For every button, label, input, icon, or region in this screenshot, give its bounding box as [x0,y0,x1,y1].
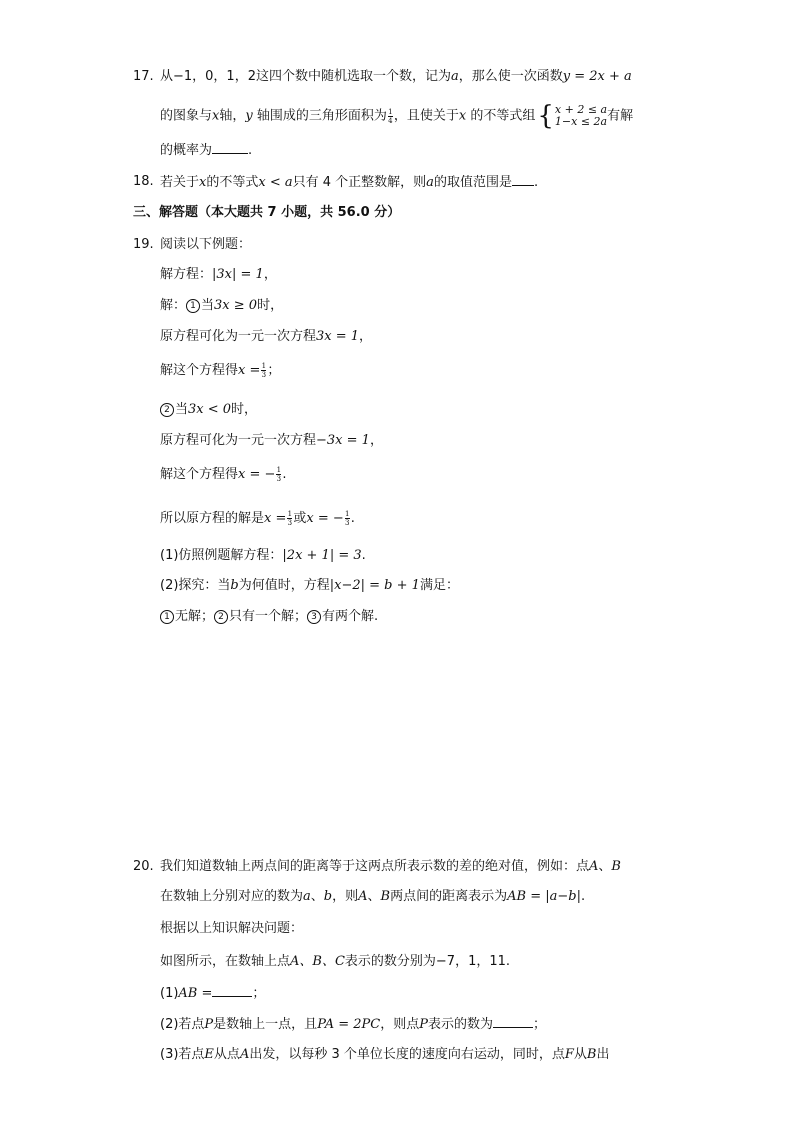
q17-line1 [160,68,632,86]
q17-text: ，那么使一次函数 [458,69,563,84]
q20-line2 [160,888,585,906]
q19-text: . [361,548,366,563]
var-x: x [458,108,467,124]
point-label: A [358,889,368,904]
q19-text: 满足： [419,578,459,593]
equation: x = − [306,511,344,526]
var-a: a [450,69,459,84]
q19-text: 解这个方程得 [160,363,239,378]
q20-text: (2)若点 [160,1017,205,1032]
q17-number: 17. [133,69,154,84]
q20-text: 两点间的距离表示为 [390,889,508,904]
q17-text: 有解 [607,108,634,124]
point-label: P [419,1017,429,1032]
q17-line2 [160,101,634,131]
q17-text: 的图象与 [160,108,213,124]
function-expression: y = 2x + a [562,69,632,84]
inequality-row-2: 1−x ≤ 2a [554,115,608,128]
equation: x = [264,511,287,526]
q20-text: 我们知道数轴上两点间的距离等于这两点所表示数的差的绝对值，例如：点 [160,859,590,874]
point-labels: A、B、C [290,954,345,969]
point-label: B [586,1047,597,1062]
q20-text: 、 [598,859,612,874]
q19-text: ， [263,267,277,282]
q19-text: 当 [201,298,215,313]
q20-line3: 根据以上知识解决问题： [160,921,304,936]
q20-text: (1) [160,986,179,1001]
q19-part1 [160,547,366,565]
point-label: E [204,1047,214,1062]
q18-line [160,173,538,192]
inequality: x < a [258,175,293,190]
q19-conclusion [160,510,355,528]
equation: −3x = 1 [316,433,370,448]
q17-text: ，且使关于 [393,108,459,124]
answer-blank [212,984,252,997]
q19-number: 19. [133,237,154,252]
q19-text: ， [369,433,383,448]
q20-text: ； [533,1017,547,1032]
fraction-numerator: 1 [261,362,267,370]
q20-text: ； [252,986,266,1001]
var-x: x [212,108,220,124]
var-a: a [426,175,434,190]
q20-text: (3)若点 [160,1047,205,1062]
q19-case1 [160,297,283,315]
circled-number: 2 [160,403,174,417]
point-label: A [239,1047,250,1062]
circled-number: 1 [160,610,174,624]
q19-intro: 阅读以下例题： [160,237,252,252]
q19-case2-convert [160,432,383,450]
equation: PA = 2PC [317,1017,381,1032]
q19-text: 所以原方程的解是 [160,511,265,526]
brace-glyph: { [537,101,554,131]
q19-option: 只有一个解； [229,609,308,624]
q17-text: 轴围成的三角形面积为 [252,108,387,124]
section-title: 三、解答题（本大题共 7 小题，共 56.0 分） [133,205,401,220]
circled-number: 1 [186,299,200,313]
q19-case2-solution [160,466,287,484]
q19-option: 无解； [175,609,215,624]
q19-case1-convert [160,328,372,346]
equation: x = − [238,467,276,482]
fraction-numerator: 1 [287,510,293,518]
q20-text: 从点 [213,1047,240,1062]
equation: 3x = 1 [316,329,360,344]
q19-text: 原方程可化为一元一次方程 [160,329,317,344]
q20-part2 [160,1015,546,1034]
point-label: F [564,1047,574,1062]
q19-text: ； [267,363,281,378]
fraction-one-third [345,510,350,527]
q20-text: 出发，以每秒 3 个单位长度的速度向右运动，同时，点 [249,1047,565,1062]
q20-text: 、 [310,889,324,904]
point-label: B [611,859,621,874]
q19-text: (1)仿照例题解方程： [160,548,283,563]
q19-example-equation [160,266,277,284]
fraction-denominator: 3 [345,519,350,527]
fraction-numerator: 1 [388,107,393,116]
q20-text: 、 [367,889,381,904]
fraction-denominator: 3 [287,519,293,527]
q19-text: ， [359,329,373,344]
fraction-denominator: 4 [388,116,393,125]
q18-text: 的取值范围是 [433,175,512,190]
var-b: b [323,889,333,904]
q18-text: 的不等式 [206,175,259,190]
q19-text: . [350,511,355,526]
q17-text: 的概率为 [160,143,213,158]
q19-text: 解方程： [160,267,213,282]
fraction-numerator: 1 [345,510,350,518]
fraction-one-third [276,466,281,483]
equation: |x−2| = b + 1 [329,578,420,593]
q19-options [160,608,378,626]
q20-text: 表示的数为 [428,1017,494,1032]
condition: 3x < 0 [188,402,232,417]
q20-text: 是数轴上一点，且 [213,1017,318,1032]
equation: x = [238,363,261,378]
equation: |2x + 1| = 3 [282,548,362,563]
fraction-numerator: 1 [276,466,282,474]
q20-line1 [160,858,621,876]
q20-text: 表示的数分别为−7，1，11. [344,954,511,969]
q19-text: 时， [231,402,258,417]
q19-option: 有两个解. [322,609,379,624]
q19-text: (2)探究：当 [160,578,231,593]
q20-line4 [160,953,510,971]
equation: AB = |a−b| [507,889,581,904]
q18-number: 18. [133,174,154,189]
q19-case1-solution [160,362,280,380]
q17-text: 从−1，0，1，2这四个数中随机选取一个数，记为 [160,69,451,84]
q19-text: 解： [160,298,187,313]
point-label: A [589,859,599,874]
q19-text: 或 [293,511,307,526]
q19-text: 时， [257,298,284,313]
q19-text: 当 [175,402,189,417]
q19-case2 [160,401,257,419]
q20-text: 出 [596,1047,610,1062]
equation: AB = [178,986,213,1001]
q19-text: . [282,467,287,482]
q17-line3 [160,141,252,160]
q19-text: 原方程可化为一元一次方程 [160,433,317,448]
inequality-row-1: x + 2 ≤ a [554,103,608,116]
q20-text: . [580,889,586,904]
fraction-denominator: 3 [261,371,267,379]
fraction-one-third [261,362,266,379]
q20-text: 如图所示，在数轴上点 [160,954,291,969]
point-label: B [380,889,391,904]
q20-text: ，则点 [380,1017,420,1032]
equation: |3x| = 1 [212,267,264,282]
circled-number: 2 [214,610,228,624]
q17-text: 轴， [219,108,246,124]
var-b: b [230,578,239,593]
q18-text: 若关于 [160,175,200,190]
var-x: x [199,175,207,190]
var-a: a [303,889,311,904]
condition: 3x ≥ 0 [214,298,258,313]
q20-text: ，则 [332,889,359,904]
q20-text: 从 [573,1047,587,1062]
answer-blank [493,1015,533,1028]
q17-text: 的不等式组 [466,108,536,124]
q19-text: 解这个方程得 [160,467,239,482]
point-label: P [204,1017,214,1032]
q18-text: . [533,175,539,190]
q20-text: 在数轴上分别对应的数为 [160,889,304,904]
q19-part2 [160,577,459,595]
q20-number: 20. [133,859,154,874]
fraction-one-quarter [388,108,393,125]
answer-blank [212,141,248,154]
fraction-one-third [287,510,292,527]
fraction-denominator: 3 [276,475,282,483]
inequality-system [537,101,608,131]
answer-blank [512,173,534,186]
q20-part3 [160,1046,610,1064]
circled-number: 3 [307,610,321,624]
q18-text: 只有 4 个正整数解，则 [292,175,427,190]
q17-text: . [248,143,253,158]
var-y: y [245,108,253,124]
q20-part1 [160,984,265,1003]
q19-text: 为何值时，方程 [238,578,330,593]
